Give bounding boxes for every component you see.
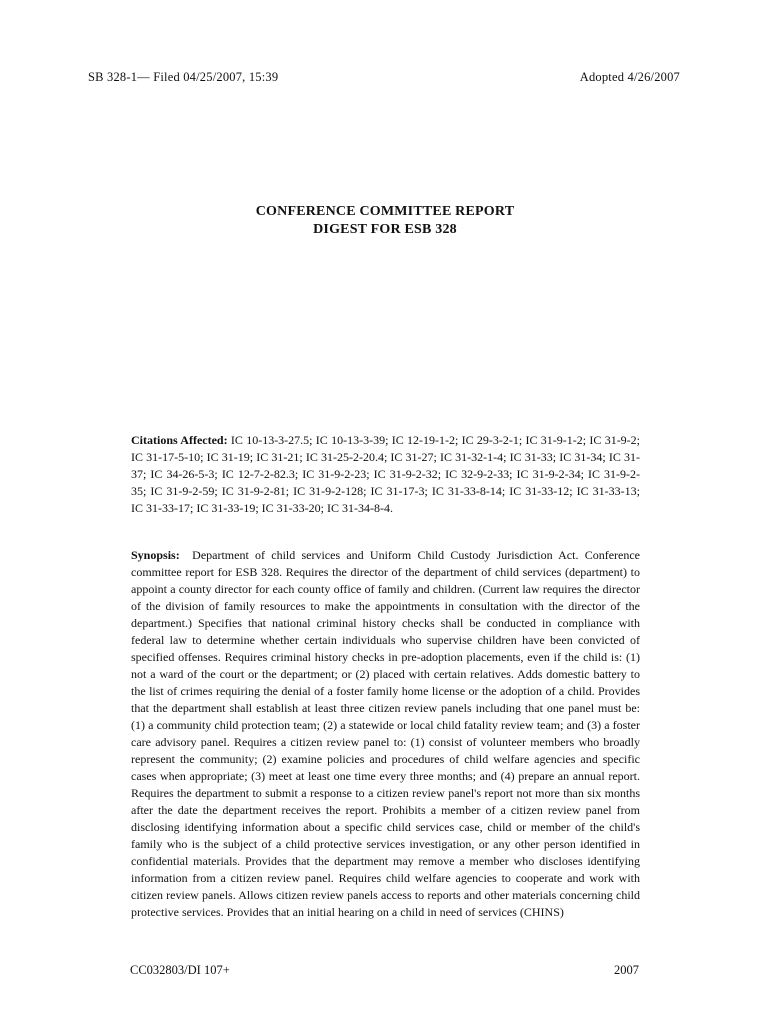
citations-label: Citations Affected: (131, 433, 228, 447)
synopsis-text: Department of child services and Uniform Child Custody Jurisdiction Act. Conference committee report for ESB 328. Requires the director of the department of child services (department) to appoint a county director for each county office of family and children. (Current law requires the director of the division of family resources to make the appointments in consultation with the director of the department.) Specifies that national criminal history checks shall be conducted in compliance with federal law to determine whether certain individuals who supervise children have been convicted of specified offenses. Requires criminal history checks in pre-adoption placements, even if the child is: (1) not a ward of the court or the department; or (2) placed with certain relatives. Adds domestic battery to the list of crimes requiring the denial of a foster family home license or the adoption of a child. Provides that the department shall establish at least three citizen review panels including that one panel must be: (1) a community child protection team; (2) a statewide or local child fatality review team; and (3) a foster care advisory panel. Requires a citizen review panel to: (1) consist of volunteer members who broadly represent the community; (2) examine policies and procedures of child welfare agencies and specific cases when appropriate; (3) meet at least one time every three months; and (4) prepare an annual report. Requires the department to submit a response to a citizen review panel's report not more than six months after the date the department receives the report. Prohibits a member of a citizen review panel from disclosing identifying information about a specific child services case, child or member of the child's family who is the subject of a child protective services investigation, or any other person identified in confidential materials. Provides that the department may remove a member who discloses identifying information from a citizen review panel. Requires child welfare agencies to cooperate and work with citizen review panels. Allows citizen review panels access to reports and other materials concerning child protective services. Provides that an initial hearing on a child in need of services (CHINS) (131, 548, 640, 919)
document-code: CC032803/DI 107+ (130, 963, 230, 977)
citations-section (131, 432, 640, 517)
report-title (0, 203, 770, 239)
title-line-1: CONFERENCE COMMITTEE REPORT (255, 204, 515, 219)
filing-header: SB 328-1— Filed 04/25/2007, 15:39 (88, 70, 279, 84)
synopsis-label: Synopsis: (131, 548, 180, 562)
title-line-2: DIGEST FOR ESB 328 (313, 222, 457, 237)
synopsis-section (131, 547, 640, 921)
adoption-date: Adopted 4/26/2007 (579, 70, 680, 84)
citations-text: IC 10-13-3-27.5; IC 10-13-3-39; IC 12-19-1-2; IC 29-3-2-1; IC 31-9-1-2; IC 31-9-2; IC 31-17-5-10; IC 31-19; IC 31-21; IC 31-25-2-20.4; IC 31-27; IC 31-32-1-4; IC 31-33; IC 31-34; IC 31-37; IC 34-26-5-3; IC 12-7-2-82.3; IC 31-9-2-23; IC 31-9-2-32; IC 32-9-2-33; IC 31-9-2-34; IC 31-9-2-35; IC 31-9-2-59; IC 31-9-2-81; IC 31-9-2-128; IC 31-17-3; IC 31-33-8-14; IC 31-33-12; IC 31-33-13; IC 31-33-17; IC 31-33-19; IC 31-33-20; IC 31-34-8-4. (131, 433, 641, 515)
document-year: 2007 (614, 963, 639, 977)
